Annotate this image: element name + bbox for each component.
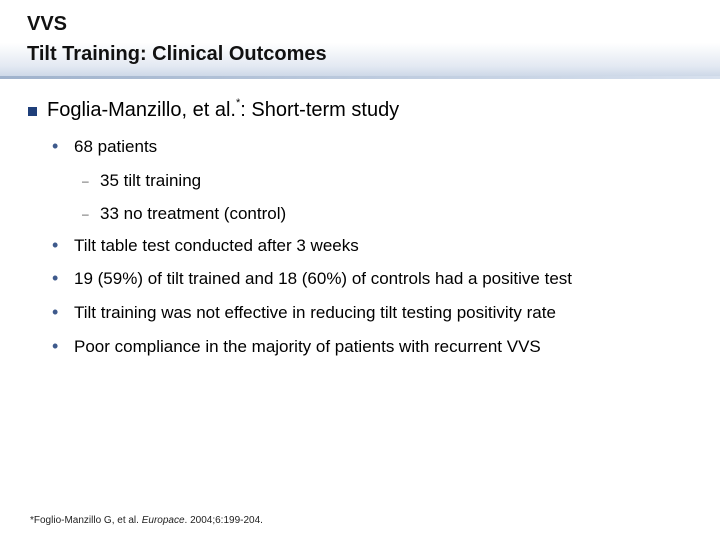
main-bullet-text-before: Foglia-Manzillo, et al. (47, 99, 236, 121)
footnote-journal: Europace (141, 515, 185, 526)
dash-icon: – (82, 174, 89, 188)
main-bullet-text-after: : Short-term study (240, 99, 400, 121)
footnote-suffix: . 2004;6:199-204. (184, 515, 263, 526)
slide-title-line-2: Tilt Training: Clinical Outcomes (27, 43, 327, 65)
square-bullet-icon (28, 107, 37, 116)
main-bullet-text (47, 99, 399, 122)
slide-title-line-1: VVS (27, 13, 68, 35)
bullet-icon: • (52, 235, 59, 255)
slide-header (0, 0, 720, 78)
bullet-text: 19 (59%) of tilt trained and 18 (60%) of controls had a positive test (74, 269, 572, 288)
bullet-text: Tilt table test conducted after 3 weeks (74, 236, 359, 255)
bullet-text: Tilt training was not effective in reducing tilt testing positivity rate (74, 303, 556, 322)
sub-bullet-text: 35 tilt training (100, 171, 202, 190)
bullet-icon: • (52, 302, 59, 322)
footnote-prefix: *Foglio-Manzillo G, et al. (30, 515, 142, 526)
bullet-icon: • (52, 336, 59, 356)
sub-bullet-text: 33 no treatment (control) (100, 204, 287, 223)
bullet-text: 68 patients (74, 137, 158, 156)
bullet-icon: • (52, 268, 59, 288)
bullet-text: Poor compliance in the majority of patients with recurrent VVS (74, 337, 541, 356)
dash-icon: – (82, 207, 89, 221)
footnote (30, 515, 263, 526)
bullet-icon: • (52, 136, 59, 156)
main-bullet-superscript: * (235, 97, 241, 110)
header-divider (0, 76, 720, 79)
